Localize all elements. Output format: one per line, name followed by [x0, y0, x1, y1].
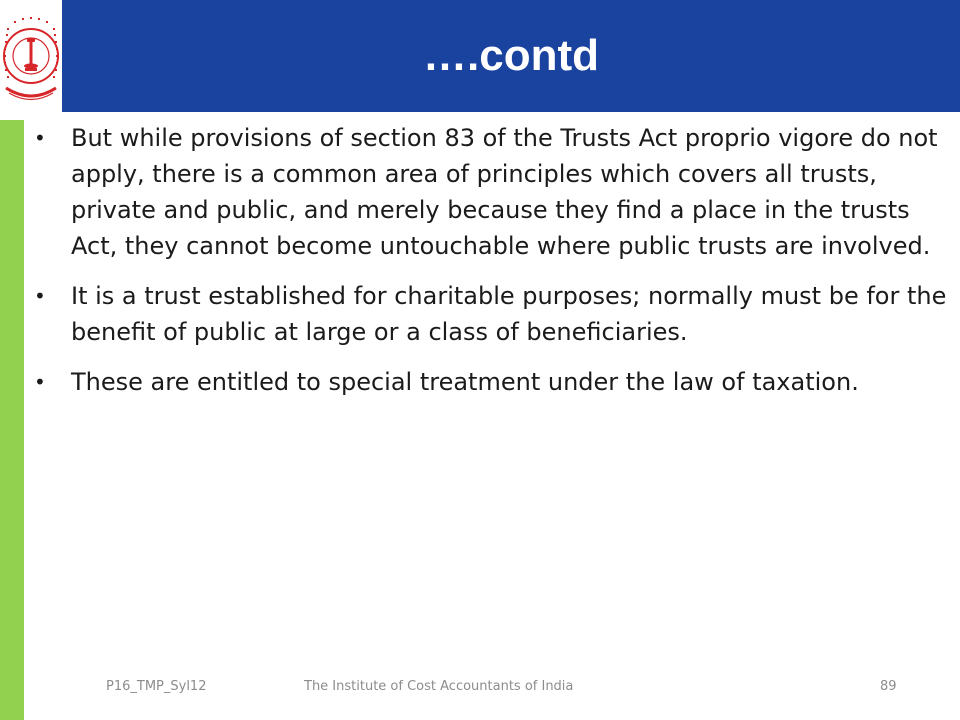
bullet-item	[34, 278, 954, 350]
bullet-text: It is a trust established for charitable purposes; normally must be for the benefit of public at large or a class of beneficiaries.	[71, 282, 947, 346]
bullet-item	[34, 120, 954, 264]
institute-logo	[0, 0, 62, 112]
bullet-icon: •	[34, 284, 46, 308]
seal-logo-icon	[0, 0, 62, 112]
bullet-icon: •	[34, 126, 46, 150]
bullet-text: But while provisions of section 83 of the Trusts Act proprio vigore do not apply, there is a common area of principles which covers all trusts, private and public, and merely because they find a place in the trusts Act, they cannot become untouchable where public trusts are involved.	[71, 124, 938, 260]
bullet-list	[34, 120, 954, 414]
footer-organization: The Institute of Cost Accountants of India	[304, 679, 574, 694]
page-number: 89	[880, 679, 897, 694]
footer-code: P16_TMP_Syl12	[106, 679, 207, 694]
bullet-item	[34, 364, 954, 400]
accent-strip	[0, 120, 24, 720]
bullet-text: These are entitled to special treatment under the law of taxation.	[71, 368, 859, 396]
bullet-icon: •	[34, 370, 46, 394]
slide-title: ….contd	[423, 31, 599, 80]
